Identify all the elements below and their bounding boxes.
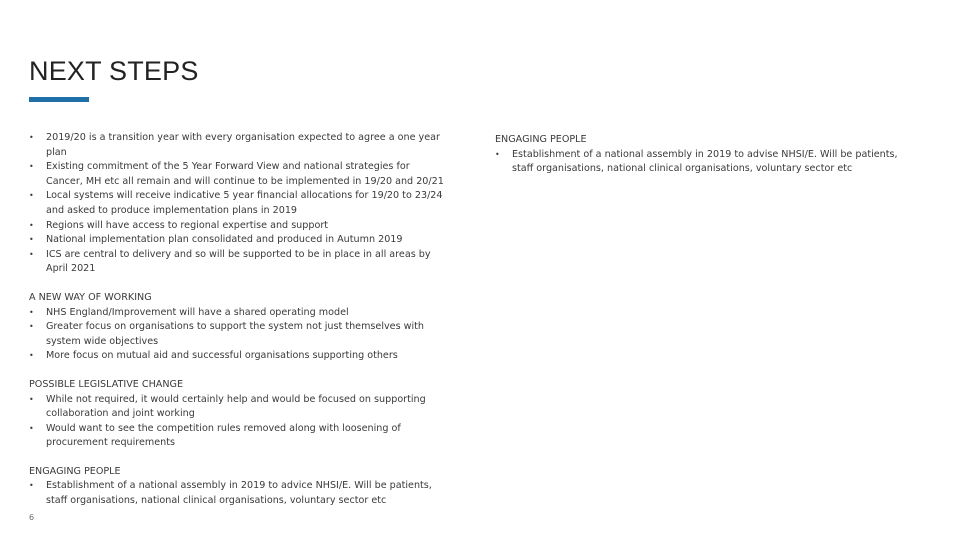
section-heading: POSSIBLE LEGISLATIVE CHANGE — [29, 378, 184, 390]
list-item: • Greater focus on organisations to support the system not just themselves with system wide objectives — [29, 320, 449, 349]
right-column — [495, 133, 915, 177]
list-item: • 2019/20 is a transition year with every organisation expected to agree a one year plan — [29, 131, 449, 160]
list-item: • While not required, it would certainly help and would be focused on supporting collaboration and joint working — [29, 393, 449, 422]
list-item: • Would want to see the competition rules removed along with loosening of procurement requirements — [29, 422, 449, 451]
list-item: • Establishment of a national assembly in 2019 to advice NHSI/E. Will be patients, staff organisations, national clinical organisations, voluntary sector etc — [29, 479, 449, 508]
list-item: • Existing commitment of the 5 Year Forward View and national strategies for Cancer, MH etc all remain and will continue to be implemented in 19/20 and 20/21 — [29, 160, 449, 189]
section-new-way-of-working — [29, 291, 449, 364]
section-bullet-list — [495, 148, 915, 177]
section-bullet-list — [29, 306, 449, 364]
page-number: 6 — [29, 513, 35, 522]
section-heading: A NEW WAY OF WORKING — [29, 291, 152, 303]
list-item: • National implementation plan consolidated and produced in Autumn 2019 — [29, 233, 449, 248]
section-heading: ENGAGING PEOPLE — [495, 134, 587, 145]
title-accent-bar — [29, 97, 89, 102]
section-engaging-people — [29, 465, 449, 509]
intro-bullet-list — [29, 131, 449, 277]
section-legislative-change — [29, 378, 449, 451]
section-bullet-list — [29, 479, 449, 508]
list-item: • Regions will have access to regional expertise and support — [29, 219, 449, 234]
list-item: • More focus on mutual aid and successful organisations supporting others — [29, 349, 449, 364]
list-item: • NHS England/Improvement will have a shared operating model — [29, 306, 449, 321]
left-column — [29, 131, 449, 509]
page-title: NEXT STEPS — [29, 56, 199, 86]
list-item: • ICS are central to delivery and so will be supported to be in place in all areas by April 2021 — [29, 248, 449, 277]
section-bullet-list — [29, 393, 449, 451]
list-item: • Establishment of a national assembly in 2019 to advise NHSI/E. Will be patients, staff organisations, national clinical organisations, voluntary sector etc — [495, 148, 915, 177]
list-item: • Local systems will receive indicative 5 year financial allocations for 19/20 to 23/24 and asked to produce implementation plans in 2019 — [29, 189, 449, 218]
section-heading: ENGAGING PEOPLE — [29, 465, 121, 477]
